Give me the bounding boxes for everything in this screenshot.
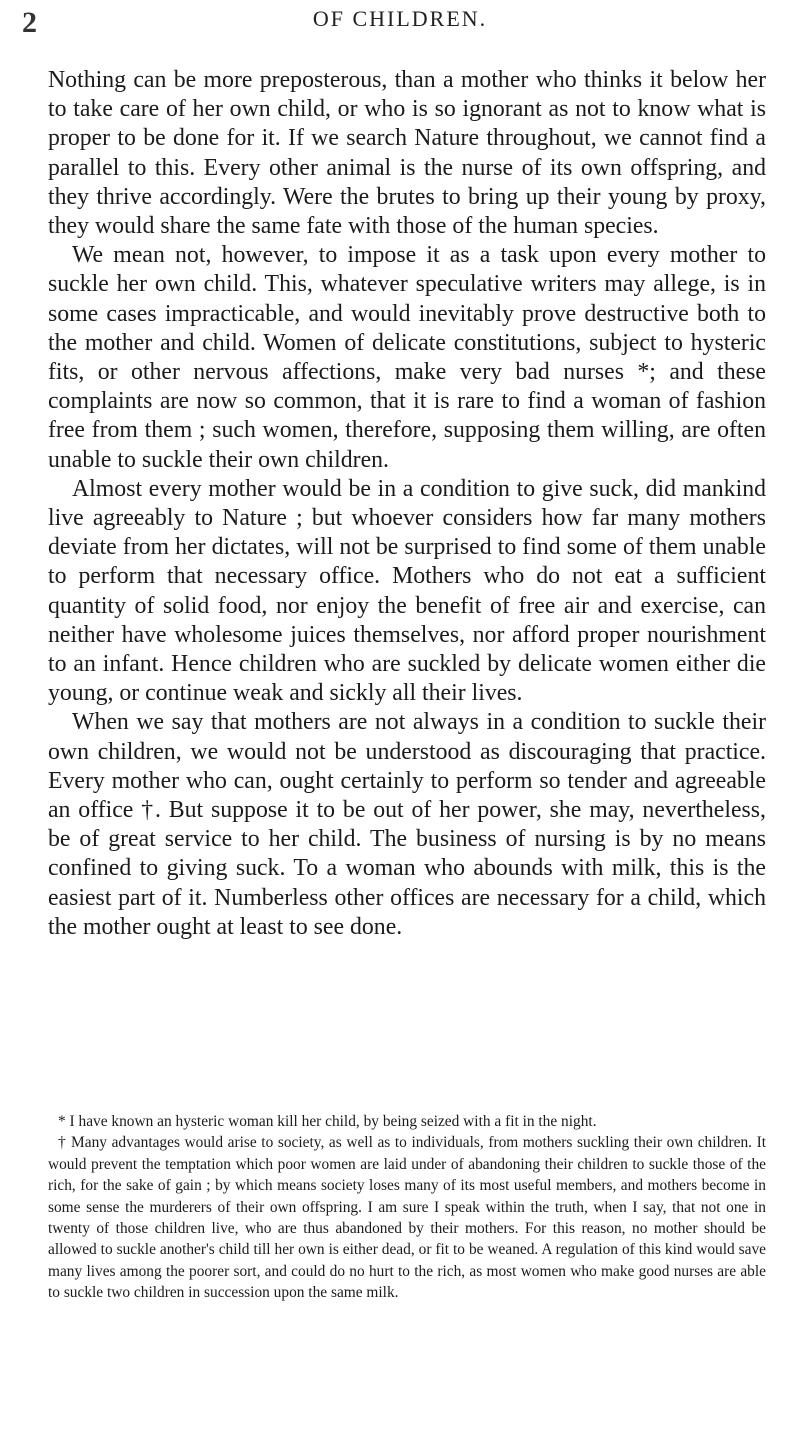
paragraph: When we say that mothers are not always in a condition to suckle their own children, we would not be understood as discouraging that practice. Every mother who can, ought certainly to perform so tender and agreeable an office †. But suppose it to be out of her power, she may, nevertheless, be of great service to her child. The business of nursing is by no means confined to giving suck. To a woman who abounds with milk, this is the easiest part of it. Numberless other offices are necessary for a child, which the mother ought at least to see done. (48, 709, 766, 940)
running-title: OF CHILDREN. (312, 6, 488, 31)
paragraph: Nothing can be more preposterous, than a mother who thinks it below her to take care of her own child, or who is so ignorant as not to know what is proper to be done for it. If we search Nature throughout, we cannot find a parallel to this. Every other animal is the nurse of its own offspring, and they thrive accordingly. Were the brutes to bring up their young by proxy, they would share the same fate with those of the human species. (48, 67, 766, 240)
footnote: * I have known an hysteric woman kill her child, by being seized with a fit in the night. (58, 1113, 597, 1130)
footnote: † Many advantages would arise to society, as well as to individuals, from mothers suckling their own children. It would prevent the temptation which poor women are laid under of abandoning their children to suckle those of the rich, for the sake of gain ; by which means society loses many of its most useful members, and mothers become in some sense the murderers of their own offspring. I am sure I speak within the truth, when I say, that not one in twenty of those children live, who are thus abandoned by their mothers. For this reason, no mother should be allowed to suckle another's child till her own is either dead, or fit to be weaned. A regulation of this kind would save many lives among the poorer sort, and could do no hurt to the rich, as most women who make good nurses are able to suckle two children in succession upon the same milk. (48, 1134, 766, 1302)
page-number: 2 (22, 6, 37, 39)
main-text (48, 66, 766, 942)
paragraph: We mean not, however, to impose it as a task upon every mother to suckle her own child. This, whatever speculative writers may allege, is in some cases impracticable, and would inevitably prove destructive both to the mother and child. Women of delicate constitutions, subject to hysteric fits, or other nervous affections, make very bad nurses *; and these complaints are now so common, that it is rare to find a woman of fashion free from them ; such women, therefore, supposing them willing, are often unable to suckle their own children. (48, 242, 766, 473)
paragraph: Almost every mother would be in a condition to give suck, did mankind live agreeably to Nature ; but whoever considers how far many mothers deviate from her dictates, will not be surprised to find some of them unable to perform that necessary office. Mothers who do not eat a sufficient quantity of solid food, nor enjoy the benefit of free air and exercise, can neither have wholesome juices themselves, nor afford proper nourishment to an infant. Hence children who are suckled by delicate women either die young, or continue weak and sickly all their lives. (48, 475, 766, 707)
footnotes (48, 1111, 766, 1304)
